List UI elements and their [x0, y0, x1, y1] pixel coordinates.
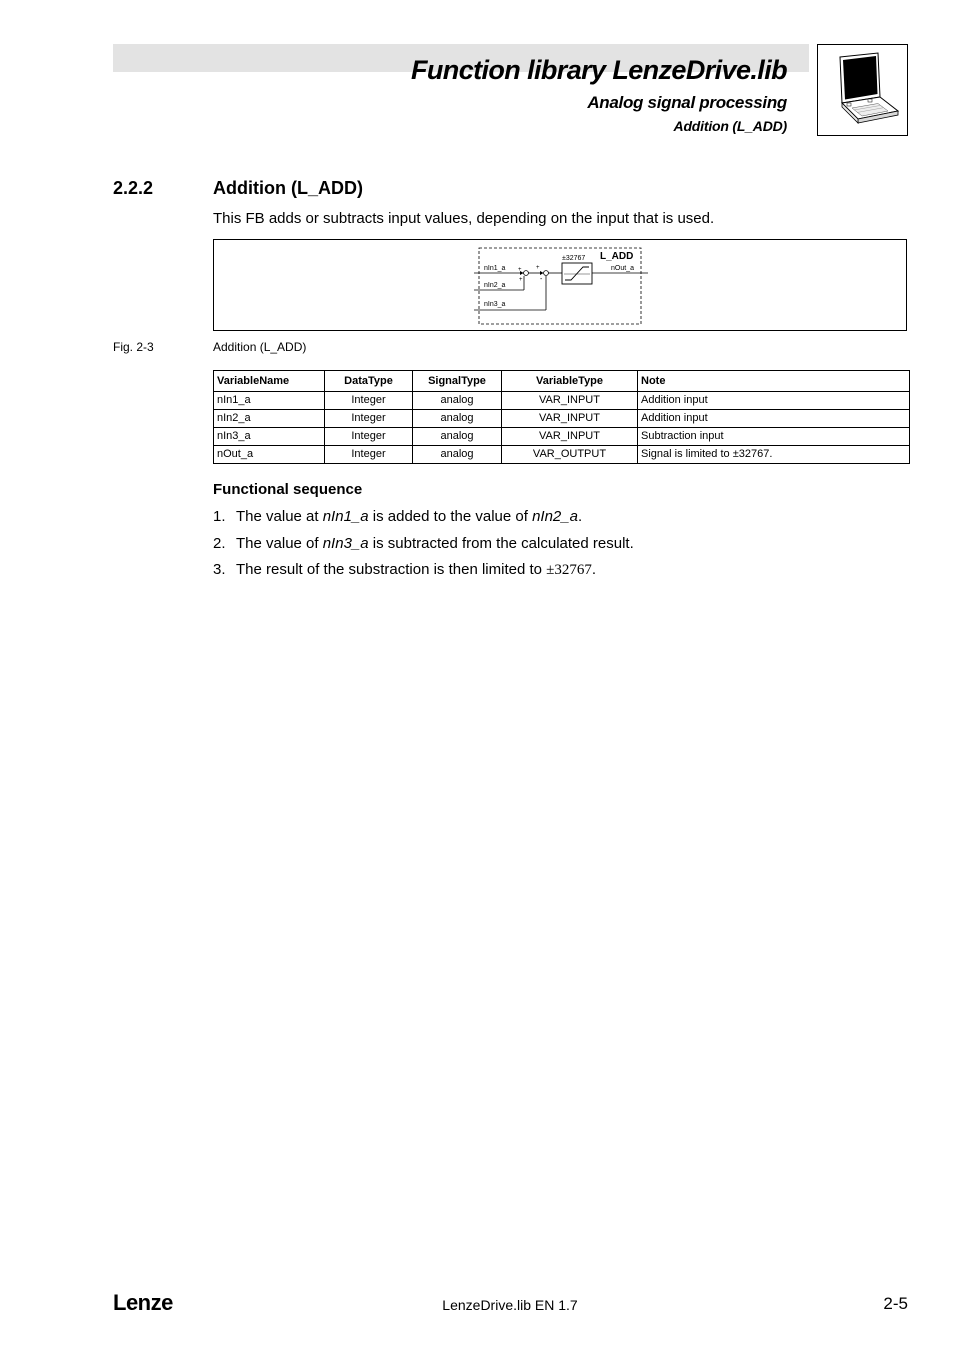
variables-table — [213, 370, 910, 464]
svg-text:+: + — [536, 265, 540, 271]
function-block-diagram — [213, 239, 907, 331]
footer-doc-id: LenzeDrive.lib EN 1.7 — [442, 1297, 578, 1313]
cell: Integer — [325, 410, 413, 428]
intro-text: This FB adds or subtracts input values, depending on the input that is used. — [213, 210, 715, 227]
table-row — [214, 446, 910, 464]
cell: VAR_INPUT — [502, 392, 638, 410]
table-row — [214, 392, 910, 410]
output-label: nOut_a — [611, 265, 634, 272]
functional-sequence-heading: Functional sequence — [213, 481, 363, 498]
list-item: 3. The result of the substraction is then limited to ±32767. — [213, 561, 597, 578]
cell: nIn1_a — [214, 392, 325, 410]
col-header: VariableType — [502, 371, 638, 392]
page-number: 2-5 — [883, 1294, 908, 1313]
cell: VAR_OUTPUT — [502, 446, 638, 464]
cell: Integer — [325, 446, 413, 464]
section-title: Addition (L_ADD) — [213, 178, 363, 198]
col-header: Note — [638, 371, 910, 392]
cell: Addition input — [638, 410, 910, 428]
table-row — [214, 428, 910, 446]
functional-sequence-list — [213, 508, 634, 588]
list-item: 2. The value of nIn3_a is subtracted from the calculated result. — [213, 534, 634, 552]
svg-text:+: + — [519, 277, 523, 283]
section-number: 2.2.2 — [113, 178, 154, 198]
input-label-nin3: nIn3_a — [484, 301, 506, 308]
cell: analog — [413, 446, 502, 464]
lenze-logo: Lenze — [113, 1290, 173, 1315]
cell: Integer — [325, 392, 413, 410]
cell: nOut_a — [214, 446, 325, 464]
doc-title: Function library LenzeDrive.lib — [411, 55, 787, 85]
svg-text:-: - — [540, 276, 543, 283]
cell: analog — [413, 428, 502, 446]
cell: nIn3_a — [214, 428, 325, 446]
cell: VAR_INPUT — [502, 410, 638, 428]
figure-caption: Addition (L_ADD) — [213, 340, 307, 354]
sum-junction-1 — [524, 271, 529, 276]
cell: nIn2_a — [214, 410, 325, 428]
input-label-nin1: nIn1_a — [484, 265, 506, 272]
header-section-title: Addition (L_ADD) — [673, 118, 787, 134]
cell: analog — [413, 410, 502, 428]
chapter-title: Analog signal processing — [587, 93, 787, 112]
block-name: L_ADD — [600, 251, 634, 262]
input-label-nin2: nIn2_a — [484, 282, 506, 289]
table-row — [214, 410, 910, 428]
limit-label: ±32767 — [562, 255, 586, 262]
sum-junction-2 — [544, 271, 549, 276]
cell: Subtraction input — [638, 428, 910, 446]
cell: Integer — [325, 428, 413, 446]
cell: analog — [413, 392, 502, 410]
svg-text:+: + — [518, 267, 522, 273]
list-item: 1. The value at nIn1_a is added to the value of nIn2_a. — [213, 508, 583, 525]
col-header: SignalType — [413, 371, 502, 392]
cell: Addition input — [638, 392, 910, 410]
col-header: DataType — [325, 371, 413, 392]
col-header: VariableName — [214, 371, 325, 392]
laptop-icon — [817, 44, 908, 136]
cell: Signal is limited to ±32767. — [638, 446, 910, 464]
cell: VAR_INPUT — [502, 428, 638, 446]
table-header-row — [214, 371, 910, 392]
figure-label: Fig. 2-3 — [113, 340, 154, 354]
